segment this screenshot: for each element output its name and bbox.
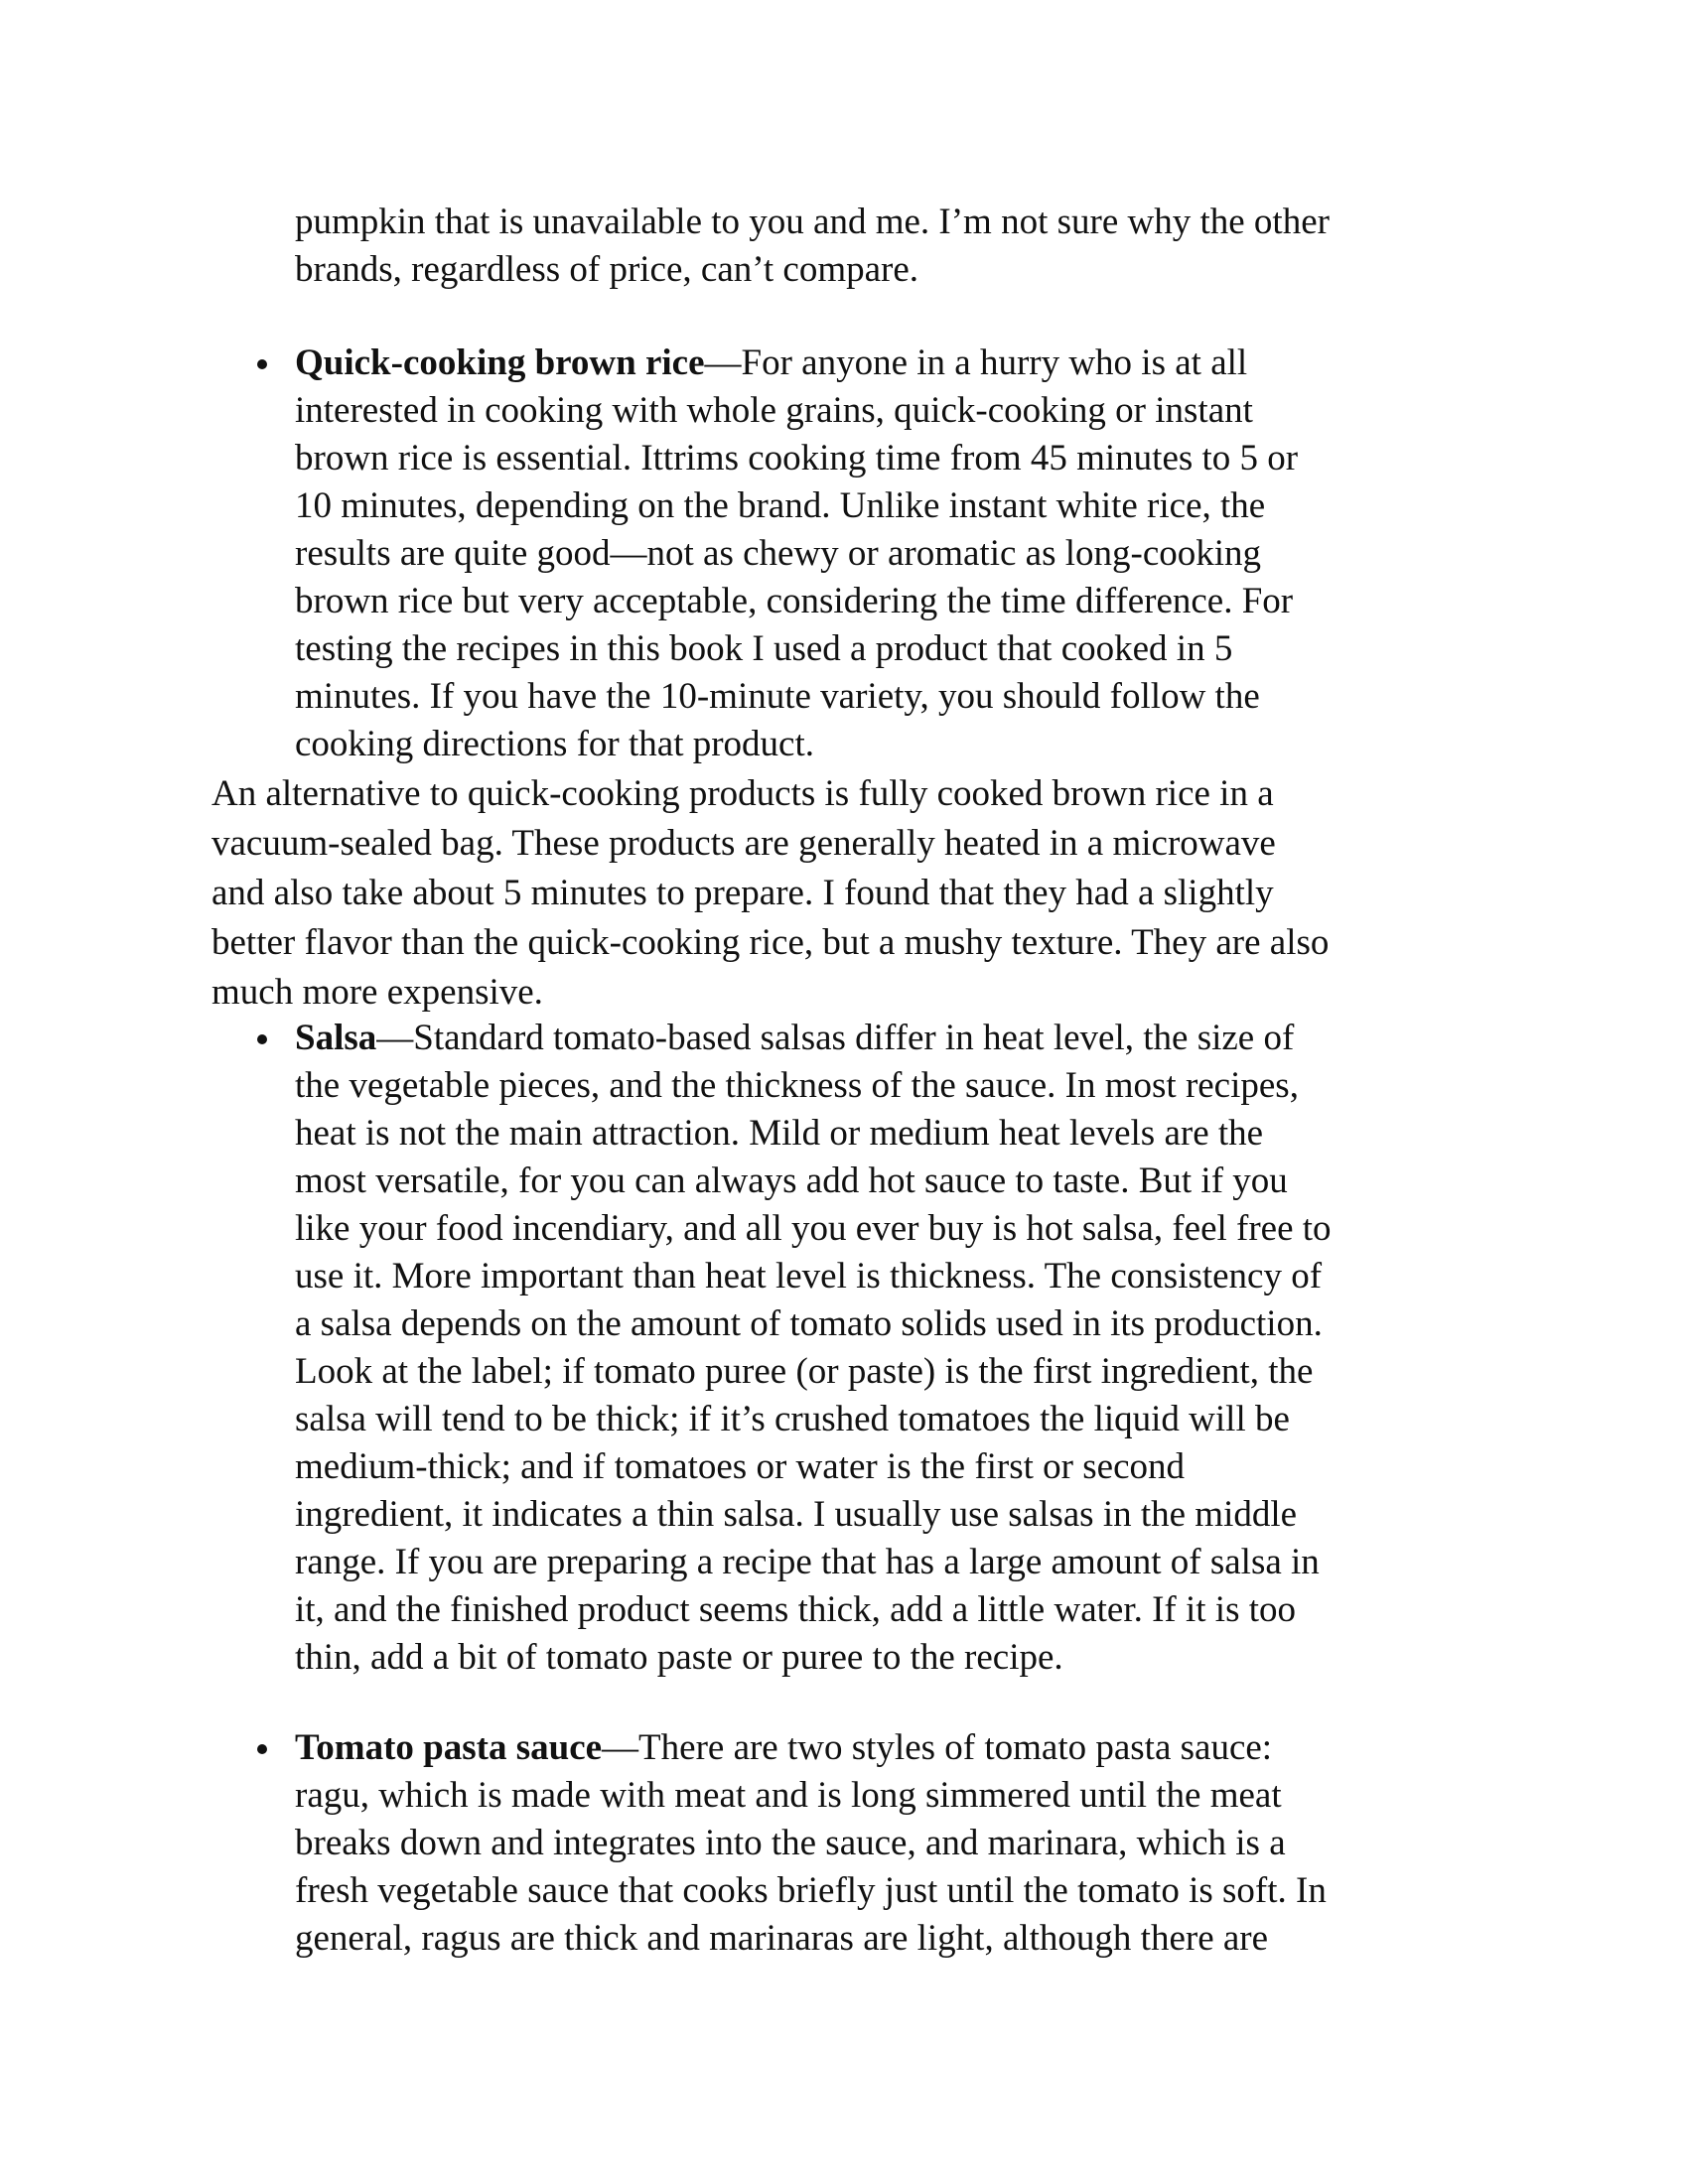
text-line: better flavor than the quick-cooking rice, but a mushy texture. They are also <box>211 922 1330 963</box>
text-line: and also take about 5 minutes to prepare. I found that they had a slightly <box>211 873 1274 913</box>
bullet-dot <box>257 359 267 369</box>
text-line: vacuum-sealed bag. These products are generally heated in a microwave <box>211 823 1276 864</box>
text-line: An alternative to quick-cooking products is fully cooked brown rice in a <box>211 773 1274 814</box>
text-line: brands, regardless of price, can’t compare. <box>295 249 919 290</box>
text-line: Look at the label; if tomato puree (or paste) is the first ingredient, the <box>295 1351 1314 1392</box>
text-line: fresh vegetable sauce that cooks briefly just until the tomato is soft. In <box>295 1870 1327 1911</box>
bullet-dot <box>257 1744 267 1754</box>
bullet-term: Salsa <box>295 1018 377 1058</box>
text-line: ragu, which is made with meat and is long simmered until the meat <box>295 1775 1282 1816</box>
text-line: thin, add a bit of tomato paste or puree to the recipe. <box>295 1637 1063 1678</box>
text-line: testing the recipes in this book I used a product that cooked in 5 <box>295 628 1233 669</box>
text-line: salsa will tend to be thick; if it’s crushed tomatoes the liquid will be <box>295 1399 1290 1439</box>
bullet-first-line <box>295 340 1298 387</box>
text-line: a salsa depends on the amount of tomato solids used in its production. <box>295 1303 1323 1344</box>
text-line: breaks down and integrates into the sauce, and marinara, which is a <box>295 1823 1286 1863</box>
bullet-dot <box>257 1034 267 1044</box>
text-line: results are quite good—not as chewy or aromatic as long-cooking <box>295 533 1262 574</box>
text-line: use it. More important than heat level is thickness. The consistency of <box>295 1256 1323 1297</box>
text-line: brown rice but very acceptable, considering the time difference. For <box>295 581 1294 621</box>
bullet-first-line-text: —There are two styles of tomato pasta sauce: <box>602 1727 1273 1768</box>
text-line: medium-thick; and if tomatoes or water is the first or second <box>295 1446 1185 1487</box>
text-line: like your food incendiary, and all you ever buy is hot salsa, feel free to <box>295 1208 1332 1249</box>
text-line: pumpkin that is unavailable to you and me. I’m not sure why the other <box>295 202 1330 242</box>
bullet-item-tomato-pasta-sauce <box>295 1724 1327 1963</box>
text-line: heat is not the main attraction. Mild or medium heat levels are the <box>295 1113 1264 1154</box>
text-line: it, and the finished product seems thick, add a little water. If it is too <box>295 1589 1297 1630</box>
bullet-item-salsa <box>295 1015 1332 1682</box>
text-line: interested in cooking with whole grains, quick-cooking or instant <box>295 390 1253 431</box>
text-line: the vegetable pieces, and the thickness of the sauce. In most recipes, <box>295 1065 1299 1106</box>
text-line: 10 minutes, depending on the brand. Unlike instant white rice, the <box>295 485 1266 526</box>
bullet-term: Tomato pasta sauce <box>295 1727 603 1768</box>
bullet-first-line-text: —For anyone in a hurry who is at all <box>704 342 1248 383</box>
bullet-first-line <box>295 1724 1327 1772</box>
text-line: ingredient, it indicates a thin salsa. I usually use salsas in the middle <box>295 1494 1298 1535</box>
text-line: brown rice is essential. Ittrims cooking time from 45 minutes to 5 or <box>295 438 1299 478</box>
bullet-first-line <box>295 1015 1332 1062</box>
text-line: general, ragus are thick and marinaras are light, although there are <box>295 1918 1269 1959</box>
body-paragraph-alternative <box>211 769 1329 1018</box>
text-line: cooking directions for that product. <box>295 724 815 764</box>
text-line: range. If you are preparing a recipe that has a large amount of salsa in <box>295 1542 1320 1582</box>
bullet-item-quick-cooking-brown-rice <box>295 340 1298 768</box>
continuation-paragraph <box>295 199 1330 294</box>
bullet-term: Quick-cooking brown rice <box>295 342 705 383</box>
bullet-first-line-text: —Standard tomato-based salsas differ in heat level, the size of <box>376 1018 1295 1058</box>
text-line: minutes. If you have the 10-minute variety, you should follow the <box>295 676 1260 717</box>
text-line: most versatile, for you can always add hot sauce to taste. But if you <box>295 1160 1288 1201</box>
text-line: much more expensive. <box>211 972 543 1013</box>
